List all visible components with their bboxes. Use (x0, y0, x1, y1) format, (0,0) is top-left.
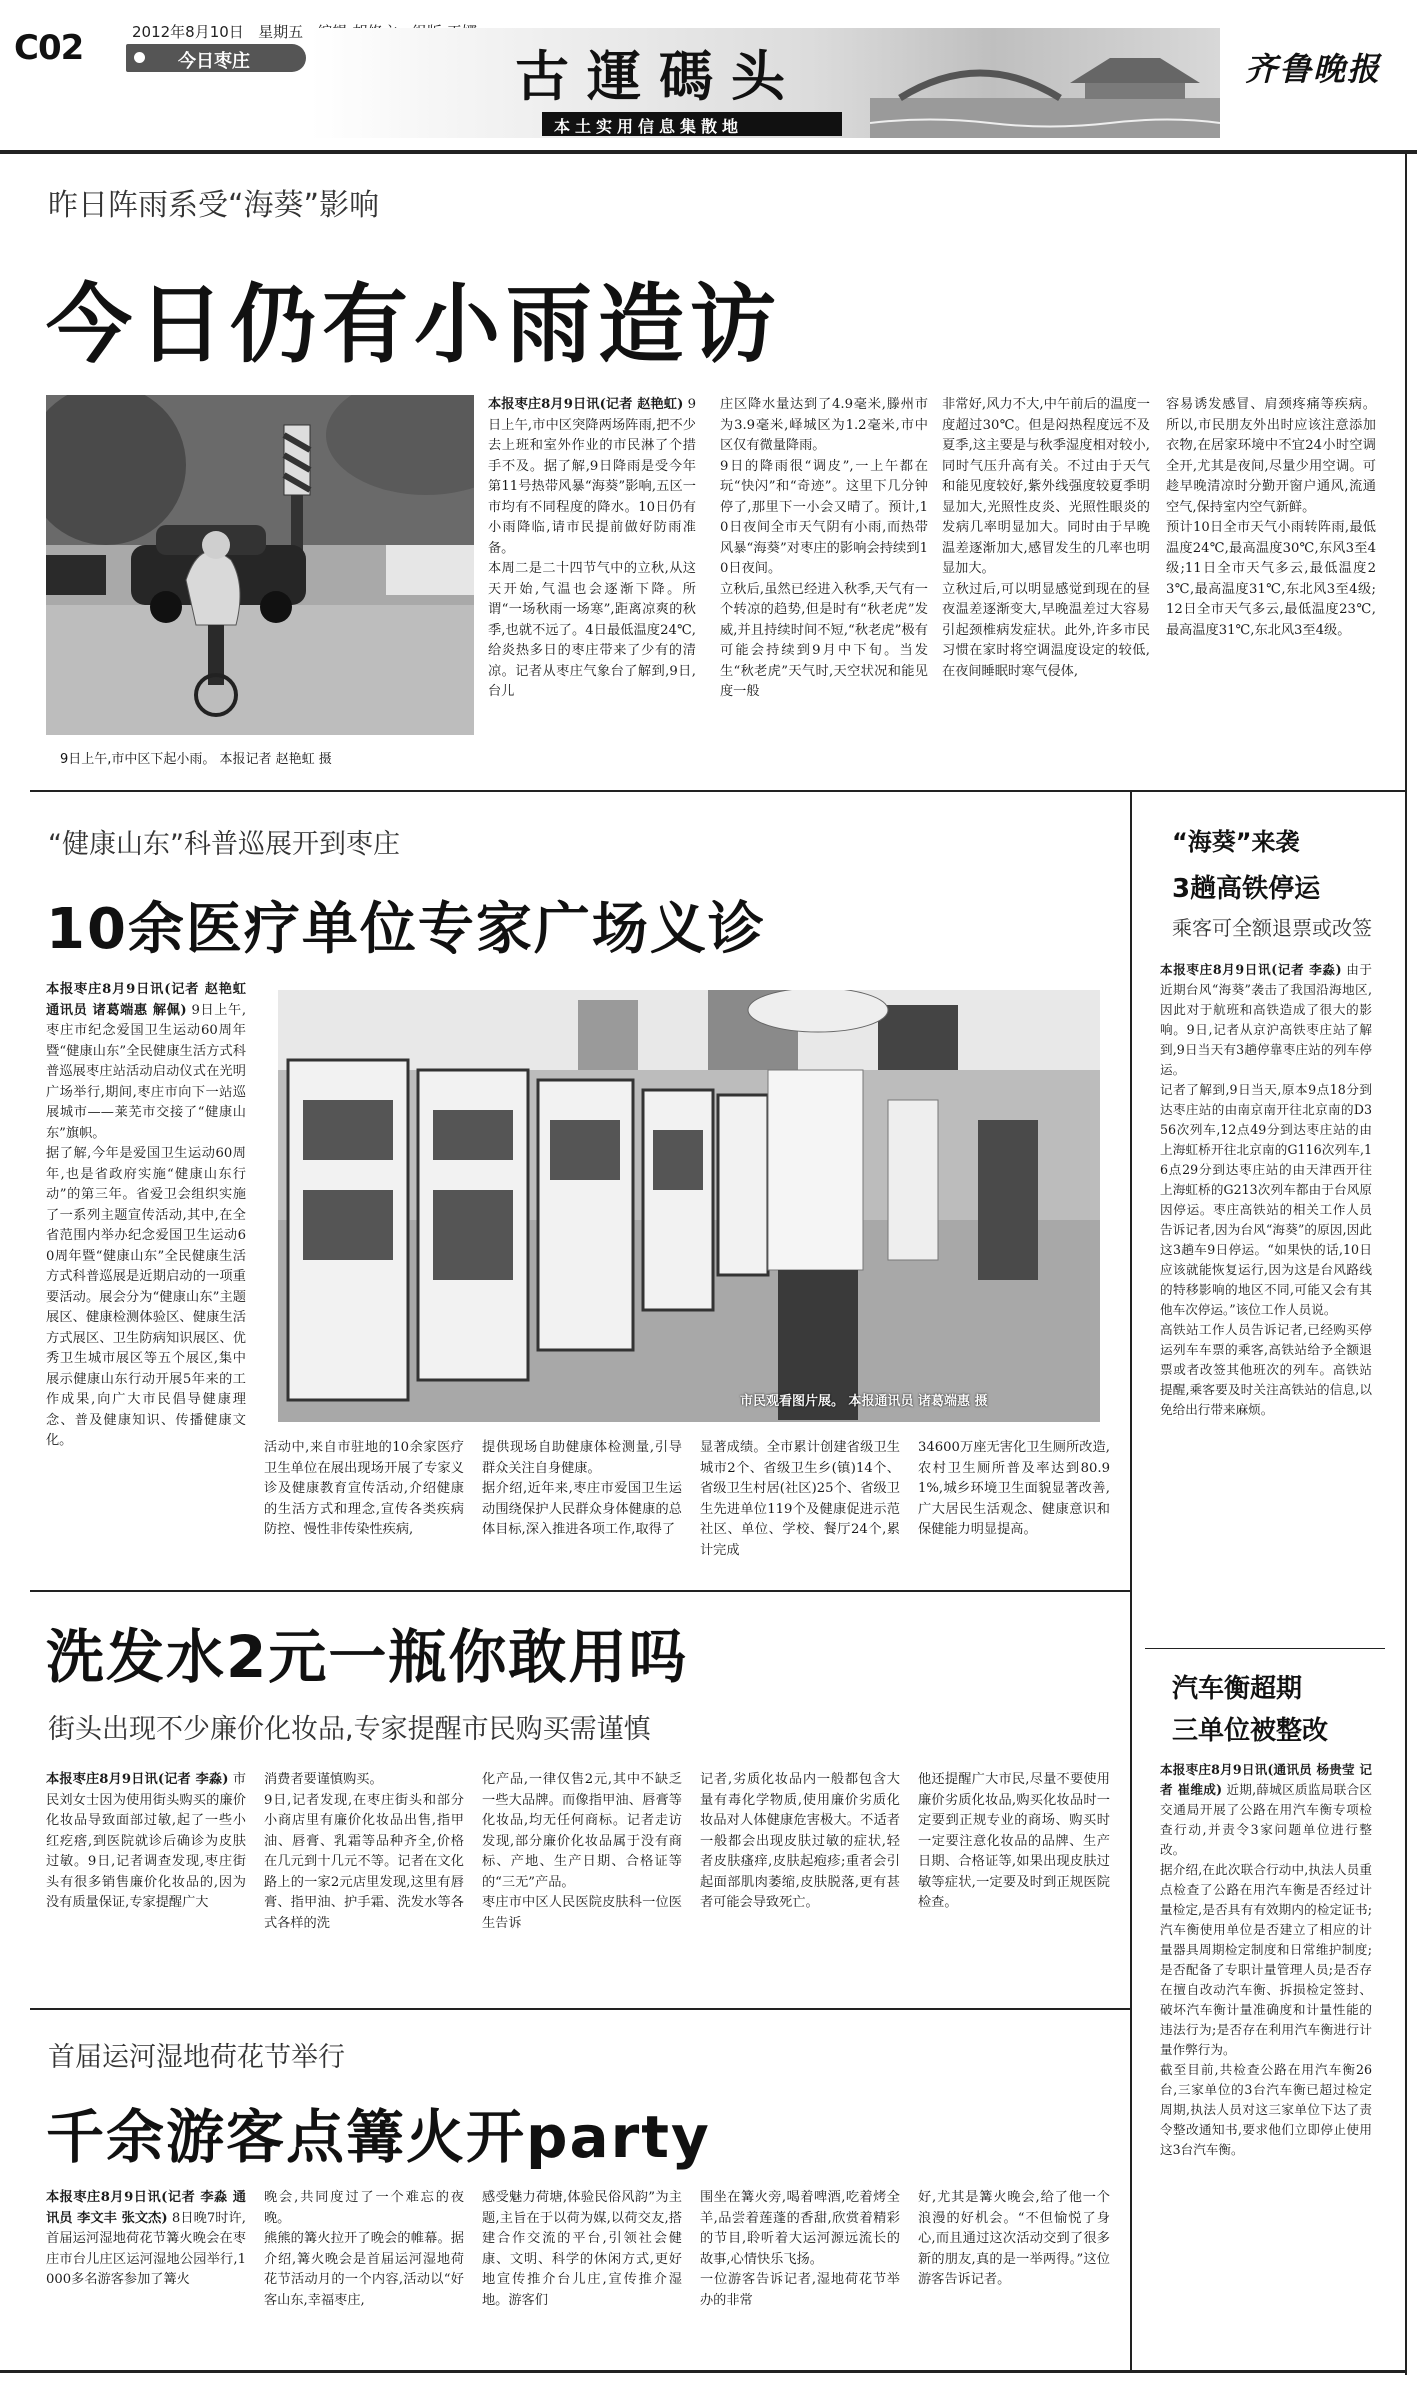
article2-byline: 本报枣庄8月9日讯(记者 赵艳虹 通讯员 诸葛端惠 解佩) (46, 982, 246, 1018)
article1-caption: 9日上午,市中区下起小雨。 本报记者 赵艳虹 摄 (60, 752, 332, 767)
sidebar-divider (1130, 790, 1132, 2370)
masthead-title: 古運碼头 (515, 44, 803, 108)
article1-column-2: 庄区降水量达到了4.9毫米,滕州市为3.9毫米,峄城区为1.2毫米,市中区仅有微量降雨。 9日的降雨很“调皮”,一上午都在玩“快闪”和“奇迹”。这里下几分钟停了,那里下一小会又晴了。预计,10日夜间全市天气阴有小雨,而热带风暴“海葵”对枣庄的影响会持续到10日夜间。 立秋后,虽然已经进入秋季,天气有一个转凉的趋势,但是时有“秋老虎”发威,并且持续时间不短,“秋老虎”极有可能会持续到9月中下旬。当发生“秋老虎”天气时,天空状况和能见度一般 (720, 397, 928, 699)
article1-photo (46, 395, 474, 735)
article2-column-1: 本报枣庄8月9日讯(记者 赵艳虹 通讯员 诸葛端惠 解佩) 9日上午,枣庄市纪念爱国卫生运动60周年暨“健康山东”全民健康生活方式科普巡展枣庄站活动启动仪式在光明广场举行,期间,枣庄市向下一站巡展城市——莱芜市交接了“健康山东”旗帜。 据了解,今年是爱国卫生运动60周年,也是省政府实施“健康山东行动”的第三年。省爱卫会组织实施了一系列主题宣传活动,其中,在全省范围内举办纪念爱国卫生运动60周年暨“健康山东”全民健康生活方式科普巡展是近期启动的一项重要活动。展会分为“健康山东”主题展区、健康检测体验区、健康生活方式展区、卫生防病知识展区、优秀卫生城市展区等五个展区,集中展示健康山东行动开展5年来的工作成果,向广大市民倡导健康理念、普及健康知识、传播健康文化。 (46, 982, 246, 1448)
sidebar2-body: 本报枣庄8月9日讯(通讯员 杨贵莹 记者 崔维成) 近期,薛城区质监局联合区交通局开展了公路在用汽车衡专项检查行动,并责令3家问题单位进行整改。 据介绍,在此次联合行动中,执法人员重点检查了公路在用汽车衡是否经过计量检定,是否具有有效期内的检定证书;汽车衡使用单位是否建立了相应的计量器具周期检定制度和日常维护制度;是否配备了专职计量管理人员;是否存在擅自改动汽车衡、拆损检定签封、破坏汽车衡计量准确度和计量性能的违法行为;是否存在利用汽车衡进行计量作弊行为。 截至目前,共检查公路在用汽车衡26台,三家单位的3台汽车衡已超过检定周期,执法人员对这三家单位下达了责令整改通知书,要求他们立即停止使用这3台汽车衡。 (1160, 1762, 1372, 2157)
page-number: C02 (14, 28, 84, 68)
page-header (0, 0, 1417, 150)
issue-weekday: 星期五 (258, 23, 304, 41)
section-label: 今日枣庄 (178, 51, 250, 72)
article3-column-3: 化产品,一律仅售2元,其中不缺乏一些大品牌。而像指甲油、唇膏等化妆品,均无任何商标。记者走访发现,部分廉价化妆品属于没有商标、产地、生产日期、合格证等的“三无”产品。 枣庄市中区人民医院皮肤科一位医生告诉 (482, 1772, 682, 1931)
article2-caption: 市民观看图片展。 本报通讯员 诸葛端惠 摄 (740, 1394, 988, 1409)
article3-byline: 本报枣庄8月9日讯(记者 李淼) (46, 1772, 229, 1787)
article3-divider (30, 2008, 1130, 2010)
article1-column-1: 本报枣庄8月9日讯(记者 赵艳虹) 9日上午,市中区突降两场阵雨,把不少去上班和室外作业的市民淋了个措手不及。据了解,9日降雨是受今年第11号热带风暴“海葵”影响,五区一市均有不同程度的降水。10日仍有小雨降临,请市民提前做好防雨准备。 本周二是二十四节气中的立秋,从这天开始,气温也会逐渐下降。所谓“一场秋雨一场寒”,距离凉爽的秋季,也就不远了。4日最低温度24℃,给炎热多日的枣庄带来了少有的清凉。记者从枣庄气象台了解到,9日,台儿 (488, 397, 696, 699)
masthead-subtitle: 本土实用信息集散地 (542, 112, 842, 136)
article4-kicker: 首届运河湿地荷花节举行 (48, 2042, 345, 2073)
sidebar2-headline-line2: 三单位被整改 (1172, 1716, 1329, 1746)
article1-byline: 本报枣庄8月9日讯(记者 赵艳虹) (488, 397, 684, 412)
article3-column-2: 消费者要谨慎购买。 9日,记者发现,在枣庄街头和部分小商店里有廉价化妆品出售,指甲油、唇膏、乳霜等品种齐全,价格在几元到十几元不等。记者在文化路上的一家2元店里发现,这里有唇膏、指甲油、护手霜、洗发水等各式各样的洗 (264, 1772, 464, 1931)
article3-headline: 洗发水2元一瓶你敢用吗 (46, 1623, 689, 1691)
article1-divider (30, 790, 1405, 792)
article2-kicker: “健康山东”科普巡展开到枣庄 (48, 829, 400, 860)
newspaper-logo: 齐鲁晚报 (1245, 50, 1382, 88)
sidebar1-kicker: “海葵”来袭 (1172, 828, 1300, 856)
article4-column-3: 感受魅力荷塘,体验民俗风韵”为主题,主旨在于以荷为媒,以荷交友,搭建合作交流的平台,引领社会健康、文明、科学的休闲方式,更好地宣传推介台儿庄,宣传推介湿地。游客们 (482, 2190, 682, 2308)
article4-column-4: 围坐在篝火旁,喝着啤酒,吃着烤全羊,品尝着莲蓬的香甜,欣赏着精彩的节目,聆听着大运河源远流长的故事,心情快乐飞扬。 一位游客告诉记者,湿地荷花节举办的非常 (700, 2190, 900, 2308)
sidebar1-subhead: 乘客可全额退票或改签 (1172, 916, 1372, 940)
article3-column-1: 本报枣庄8月9日讯(记者 李淼) 市民刘女士因为使用街头购买的廉价化妆品导致面部过敏,起了一些小红疙瘩,到医院就诊后确诊为皮肤过敏。9日,记者调查发现,枣庄街头有很多销售廉价化妆品的,因为没有质量保证,专家提醒广大 (46, 1772, 246, 1910)
article3-subhead: 街头出现不少廉价化妆品,专家提醒市民购买需谨慎 (48, 1714, 651, 1745)
sidebar1-body: 本报枣庄8月9日讯(记者 李淼) 由于近期台风“海葵”袭击了我国沿海地区,因此对于航班和高铁造成了很大的影响。9日,记者从京沪高铁枣庄站了解到,9日当天有3趟停靠枣庄站的列车停运。 记者了解到,9日当天,原本9点18分到达枣庄站的由南京南开往北京南的D356次列车,12点49分到达枣庄站的由上海虹桥开往北京南的G116次列车,16点29分到达枣庄站的由天津西开往上海虹桥的G213次列车都由于台风原因停运。枣庄高铁站的相关工作人员告诉记者,因为台风“海葵”的原因,因此这3趟车9日停运。“如果快的话,10日应该就能恢复运行,因为这是台风路线的特移影响的地区不同,可能又会有其他车次停运。”该位工作人员说。 高铁站工作人员告诉记者,已经购买停运列车车票的乘客,高铁站给予全额退票或者改签其他班次的列车。高铁站提醒,乘客要及时关注高铁站的信息,以免给出行带来麻烦。 (1160, 962, 1372, 1417)
rainy-street-photo (46, 395, 474, 735)
section-tab (126, 44, 306, 72)
masthead-banner (310, 28, 1220, 138)
article2-divider (30, 1590, 1130, 1592)
article4-byline: 本报枣庄8月9日讯(记者 李淼 通讯员 李文丰 张文杰) (46, 2190, 246, 2226)
sidebar1-byline: 本报枣庄8月9日讯(记者 李淼) (1160, 962, 1342, 977)
article2-column-3: 提供现场自助健康体检测量,引导群众关注自身健康。 据介绍,近年来,枣庄市爱国卫生运动围绕保护人民群众身体健康的总体目标,深入推进各项工作,取得了 (482, 1440, 682, 1537)
article2-column-4: 显著成绩。全市累计创建省级卫生城市2个、省级卫生乡(镇)14个、省级卫生村居(社区)25个、省级卫生先进单位119个及健康促进示范社区、单位、学校、餐厅24个,累计完成 (700, 1440, 900, 1558)
article1-column-3: 非常好,风力不大,中午前后的温度一度超过30℃。但是闷热程度远不及夏季,这主要是与秋季湿度相对较小,同时气压升高有关。不过由于天气和能见度较好,紫外线强度较夏季明显加大,光照性皮炎、光照性眼炎的发病几率明显加大。同时由于早晚温差逐渐加大,感冒发生的几率也明显加大。 立秋过后,可以明显感觉到现在的昼夜温差逐渐变大,早晚温差过大容易引起颈椎病发症状。此外,许多市民习惯在家时将空调温度设定的较低,在夜间睡眠时寒气侵体, (942, 397, 1150, 679)
article4-column-5: 好,尤其是篝火晚会,给了他一个浪漫的好机会。“不但愉悦了身心,而且通过这次活动交到了很多新的朋友,真的是一举两得。”这位游客告诉记者。 (918, 2190, 1110, 2287)
bottom-rule (0, 2370, 1405, 2373)
sidebar2-headline-line1: 汽车衡超期 (1172, 1674, 1303, 1704)
sidebar-mid-divider (1145, 1648, 1385, 1649)
article1-kicker: 昨日阵雨系受“海葵”影响 (48, 188, 380, 223)
article4-column-1: 本报枣庄8月9日讯(记者 李淼 通讯员 李文丰 张文杰) 8日晚7时许,首届运河湿地荷花节篝火晚会在枣庄市台儿庄区运河湿地公园举行,1000多名游客参加了篝火 (46, 2190, 246, 2287)
article3-column-5: 他还提醒广大市民,尽量不要使用廉价劣质化妆品,购买化妆品时一定要到正规专业的商场、购买时一定要注意化妆品的品牌、生产日期、合格证等,如果出现皮肤过敏等症状,一定要及时到正规医院检查。 (918, 1772, 1110, 1910)
top-rule (0, 150, 1417, 154)
section-tab-dot (134, 52, 145, 63)
right-border (1405, 150, 1407, 2375)
article2-column-5: 34600万座无害化卫生厕所改造,农村卫生厕所普及率达到80.91%,城乡环境卫生面貌显著改善,广大居民生活观念、健康意识和保健能力明显提高。 (918, 1440, 1110, 1537)
article3-column-4: 记者,劣质化妆品内一般都包含大量有毒化学物质,使用廉价劣质化妆品对人体健康危害极大。不适者一般都会出现皮肤过敏的症状,轻者皮肤瘙痒,皮肤起疱疹;重者会引起面部肌肉萎缩,皮肤脱落,更有甚者可能会导致死亡。 (700, 1772, 900, 1910)
article4-headline: 千余游客点篝火开party (46, 2103, 711, 2171)
issue-date: 2012年8月10日 (132, 23, 244, 41)
article2-column-2: 活动中,来自市驻地的10余家医疗卫生单位在展出现场开展了专家义诊及健康教育宣传活动,介绍健康的生活方式和理念,宣传各类疾病防控、慢性非传染性疾病, (264, 1440, 464, 1537)
article1-headline: 今日仍有小雨造访 (46, 275, 782, 375)
canal-scene-illustration (870, 28, 1220, 138)
article2-photo (278, 990, 1100, 1422)
article4-column-2: 晚会,共同度过了一个难忘的夜晚。 熊熊的篝火拉开了晚会的帷幕。据介绍,篝火晚会是首届运河湿地荷花节活动月的一个内容,活动以“好客山东,幸福枣庄, (264, 2190, 464, 2308)
sidebar2-byline: 本报枣庄8月9日讯(通讯员 杨贵莹 记者 崔维成) (1160, 1762, 1372, 1797)
article1-column-4: 容易诱发感冒、肩颈疼痛等疾病。所以,市民朋友外出时应该注意添加衣物,在居家环境中不宜24小时空调全开,尤其是夜间,尽量少用空调。可趁早晚清凉时分勤开窗户通风,流通空气,保持室内空气新鲜。 预计10日全市天气小雨转阵雨,最低温度24℃,最高温度30℃,东风3至4级;11日全市天气多云,最低温度23℃,最高温度31℃,东北风3至4级;12日全市天气多云,最低温度23℃,最高温度31℃,东北风3至4级。 (1166, 397, 1376, 638)
article2-headline: 10余医疗单位专家广场义诊 (46, 897, 766, 962)
exhibition-photo (278, 990, 1100, 1422)
sidebar1-headline: 3趟高铁停运 (1172, 874, 1321, 904)
